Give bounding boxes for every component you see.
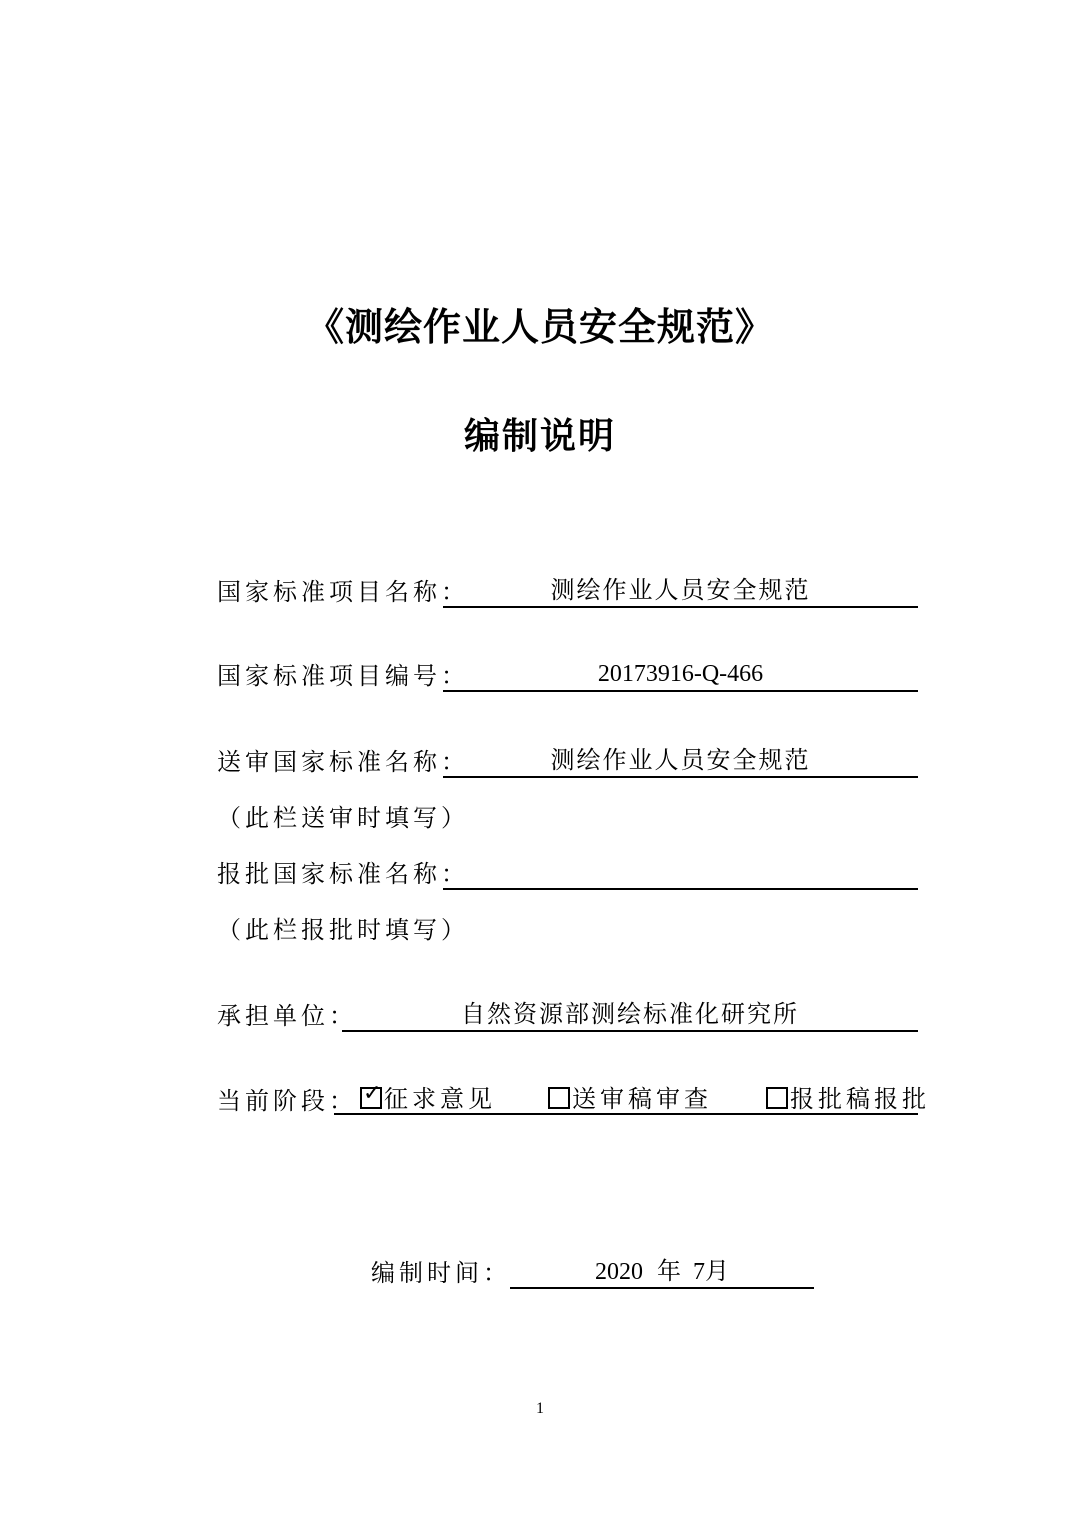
stage-options: [334, 1081, 930, 1115]
approval-name-label: 报批国家标准名称：: [217, 860, 469, 888]
compile-month: 7: [693, 1259, 705, 1285]
document-subtitle: 编制说明: [463, 416, 616, 457]
project-name-field: [443, 574, 918, 608]
stage-option-label: 送审稿审查: [572, 1085, 712, 1113]
stage-option-comment[interactable]: [360, 1083, 496, 1115]
checkbox-empty-icon[interactable]: [548, 1087, 570, 1109]
project-name-label: 国家标准项目名称：: [217, 578, 469, 606]
stage-option-label: 报批稿报批: [790, 1085, 930, 1113]
stage-option-approval[interactable]: [766, 1083, 930, 1115]
undertaking-unit-label: 承担单位：: [217, 1002, 357, 1030]
compile-year-unit: 年: [657, 1257, 681, 1285]
review-name-note: （此栏送审时填写）: [217, 804, 469, 832]
project-number-label: 国家标准项目编号：: [217, 662, 469, 690]
review-name-field: [443, 744, 918, 778]
approval-name-field: [443, 856, 918, 890]
undertaking-unit-row: [217, 998, 918, 1034]
project-name-value: 测绘作业人员安全规范: [550, 576, 811, 604]
compile-year: 2020: [595, 1259, 643, 1285]
compile-time-field: [510, 1255, 814, 1289]
review-name-label: 送审国家标准名称：: [217, 748, 469, 776]
compile-month-unit: 月: [705, 1257, 729, 1285]
checkbox-checked-icon[interactable]: [360, 1081, 382, 1109]
review-name-value: 测绘作业人员安全规范: [550, 746, 811, 774]
checkbox-empty-icon[interactable]: [766, 1087, 788, 1109]
undertaking-unit-value: 自然资源部测绘标准化研究所: [461, 1000, 799, 1028]
approval-name-note: （此栏报批时填写）: [217, 916, 469, 944]
stage-label: 当前阶段：: [217, 1087, 357, 1115]
page-number: 1: [536, 1400, 544, 1417]
stage-option-label: 征求意见: [384, 1085, 496, 1113]
stage-option-review[interactable]: [548, 1083, 712, 1115]
review-name-row: [217, 744, 918, 780]
project-name-row: [217, 574, 918, 610]
undertaking-unit-field: [342, 998, 918, 1032]
compile-time-label: 编制时间：: [371, 1259, 511, 1287]
stage-row: [217, 1081, 930, 1119]
project-number-row: [217, 658, 918, 694]
document-title: 《测绘作业人员安全规范》: [305, 305, 774, 349]
project-number-value: 20173916-Q-466: [597, 661, 764, 687]
checkmark-icon: ✓: [363, 1081, 382, 1106]
compile-time-row: [371, 1255, 821, 1291]
approval-name-row: [217, 856, 918, 892]
project-number-field: [443, 658, 918, 692]
